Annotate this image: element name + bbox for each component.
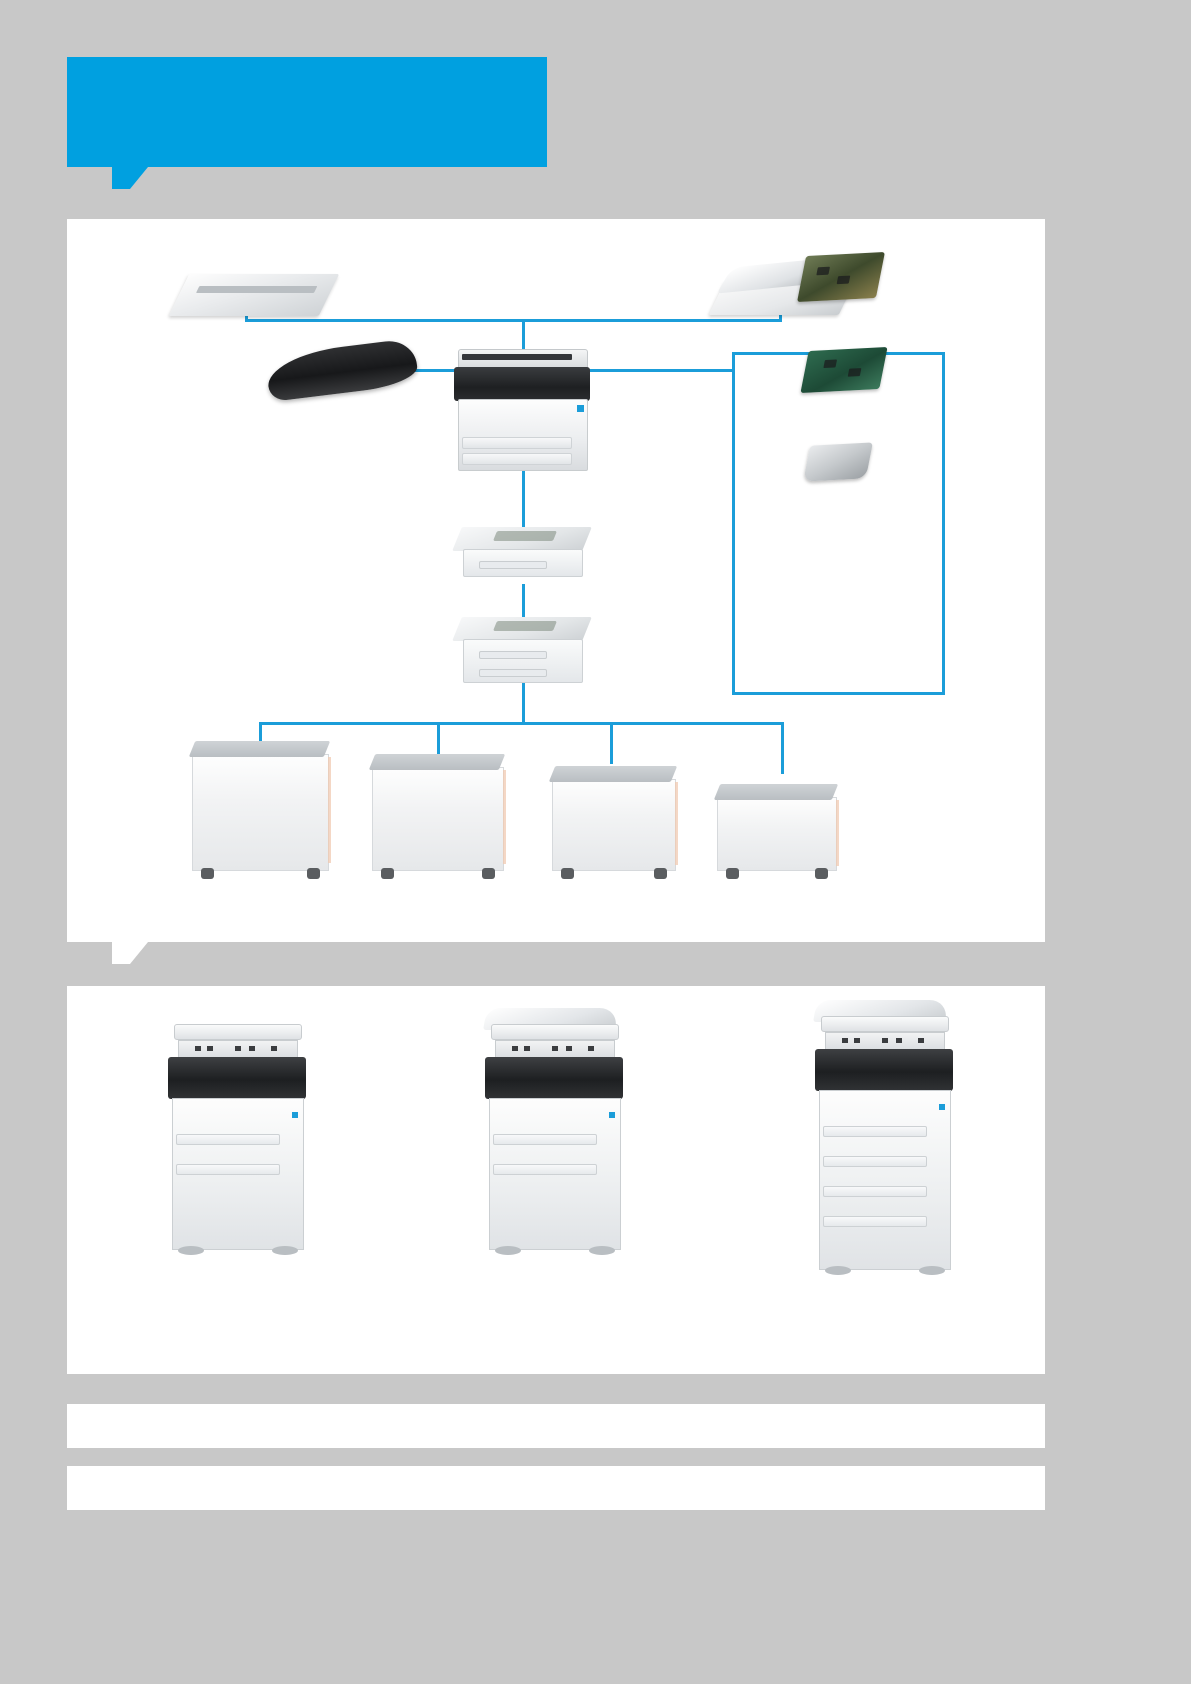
control-key-icon <box>195 1046 201 1051</box>
stand-2-graphic <box>372 767 504 871</box>
mfp-drawer <box>823 1156 927 1167</box>
mfp-drawer <box>823 1216 927 1227</box>
mfp-foot <box>589 1246 615 1255</box>
models-panel <box>67 986 1045 1374</box>
control-key-icon <box>566 1046 572 1051</box>
chip-icon <box>837 276 851 285</box>
caster-icon <box>307 868 320 879</box>
connector-line <box>781 722 784 774</box>
stand-edge <box>836 800 839 866</box>
mfp-lid <box>821 1016 949 1032</box>
configuration-diagram-panel <box>67 219 1045 942</box>
control-key-icon <box>588 1046 594 1051</box>
control-key-icon <box>918 1038 924 1043</box>
control-key-icon <box>249 1046 255 1051</box>
mfp-output-tray <box>815 1049 953 1091</box>
panel-tail-icon <box>112 942 148 964</box>
feed-unit-handle <box>479 669 547 677</box>
mfp-foot <box>919 1266 945 1275</box>
stand-edge <box>503 770 506 864</box>
mfp-control-panel <box>178 1040 298 1058</box>
mfp-drawer <box>493 1134 597 1145</box>
mounting-bracket-graphic <box>803 442 873 481</box>
feed-unit-handle <box>479 561 547 569</box>
connector-line <box>610 722 613 764</box>
tray-slot <box>196 286 317 293</box>
control-key-icon <box>271 1046 277 1051</box>
stand-3-graphic <box>552 779 676 871</box>
paper-feed-unit-2-graphic <box>457 617 587 687</box>
expansion-board-graphic <box>797 252 885 302</box>
control-key-icon <box>854 1038 860 1043</box>
caster-icon <box>201 868 214 879</box>
main-mfp-graphic <box>452 349 592 469</box>
stand-top <box>369 754 505 770</box>
stand-1-graphic <box>192 754 329 871</box>
mfp-drawer <box>176 1164 280 1175</box>
connector-line <box>245 319 782 322</box>
stand-top <box>549 766 677 782</box>
connector-line <box>437 722 440 754</box>
stand-edge <box>675 782 678 865</box>
mfp-control-panel <box>495 1040 615 1058</box>
control-key-icon <box>896 1038 902 1043</box>
control-key-icon <box>235 1046 241 1051</box>
mfp-control-panel <box>825 1032 945 1050</box>
page-title <box>67 57 547 89</box>
mfp-output-tray <box>454 367 590 401</box>
network-board-graphic <box>800 347 887 393</box>
title-banner <box>67 57 547 167</box>
stand-top <box>714 784 838 800</box>
caster-icon <box>381 868 394 879</box>
control-key-icon <box>512 1046 518 1051</box>
mfp-indicator <box>939 1104 945 1110</box>
stand-4-graphic <box>717 797 837 871</box>
chip-icon <box>823 359 837 368</box>
chip-icon <box>848 368 862 377</box>
stand-top <box>189 741 330 757</box>
mfp-foot <box>495 1246 521 1255</box>
connector-line <box>259 722 784 725</box>
chip-icon <box>816 267 830 276</box>
mfp-foot <box>272 1246 298 1255</box>
options-box <box>732 352 945 695</box>
note-1-text <box>67 1404 99 1428</box>
note-panel-1 <box>67 1404 1045 1448</box>
mfp-output-tray <box>168 1057 306 1099</box>
mfp-drawer <box>462 437 572 449</box>
mfp-drawer <box>176 1134 280 1145</box>
mfp-foot <box>178 1246 204 1255</box>
mfp-indicator <box>609 1112 615 1118</box>
feed-unit-mechanism <box>493 621 557 631</box>
mfp-drawer <box>823 1186 927 1197</box>
mfp-control-panel <box>462 354 572 360</box>
mfp-drawer <box>462 453 572 465</box>
mfp-output-tray <box>485 1057 623 1099</box>
platen-cover-left-graphic <box>169 274 339 316</box>
control-key-icon <box>207 1046 213 1051</box>
mfp-drawer <box>823 1126 927 1137</box>
note-2-text <box>67 1466 99 1490</box>
banner-tail-icon <box>112 167 148 189</box>
mfp-indicator <box>292 1112 298 1118</box>
control-key-icon <box>842 1038 848 1043</box>
mfp-cabinet <box>819 1090 951 1270</box>
mfp-foot <box>825 1266 851 1275</box>
note-panel-2 <box>67 1466 1045 1510</box>
caster-icon <box>815 868 828 879</box>
mfp-lid <box>174 1024 302 1040</box>
caster-icon <box>654 868 667 879</box>
control-key-icon <box>552 1046 558 1051</box>
document-cover-graphic <box>265 338 419 402</box>
caster-icon <box>561 868 574 879</box>
mfp-drawer <box>493 1164 597 1175</box>
mfp-lid <box>491 1024 619 1040</box>
caster-icon <box>482 868 495 879</box>
mfp-indicator <box>577 405 584 412</box>
feed-unit-mechanism <box>493 531 557 541</box>
control-key-icon <box>882 1038 888 1043</box>
stand-edge <box>328 757 331 863</box>
feed-unit-handle <box>479 651 547 659</box>
paper-feed-unit-1-graphic <box>457 527 587 579</box>
control-key-icon <box>524 1046 530 1051</box>
caster-icon <box>726 868 739 879</box>
